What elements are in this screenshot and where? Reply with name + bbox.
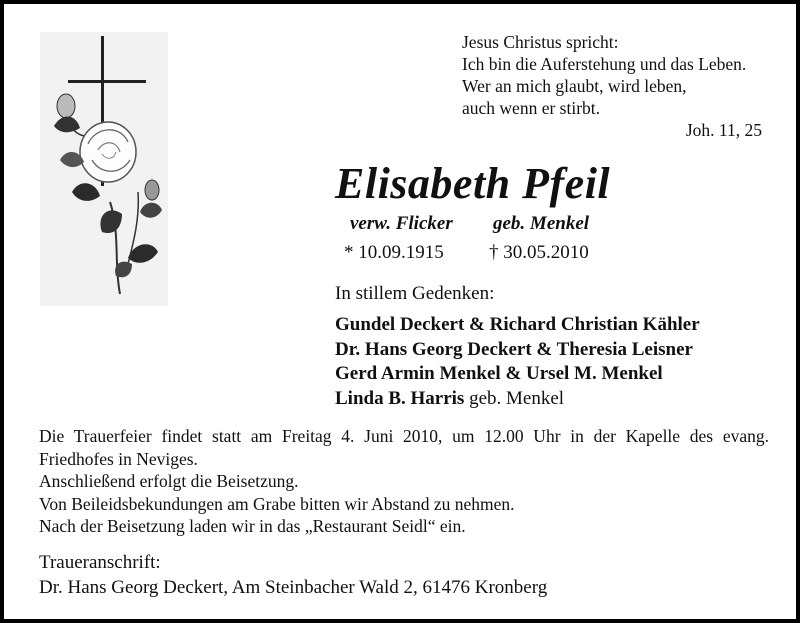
death-date: † 30.05.2010 bbox=[489, 242, 589, 263]
service-line: Von Beileidsbekundungen am Grabe bitten wir Abstand zu nehmen. bbox=[39, 493, 515, 514]
service-line: Anschließend erfolgt die Beisetzung. bbox=[39, 471, 299, 491]
address-heading: Traueranschrift: bbox=[39, 552, 161, 573]
quote-line: Ich bin die Auferstehung und das Leben. bbox=[462, 54, 747, 74]
service-line: Nach der Beisetzung laden wir in das „Restaurant Seidl“ ein. bbox=[39, 516, 466, 536]
quote-line: Jesus Christus spricht: bbox=[462, 32, 619, 52]
service-details bbox=[39, 425, 769, 538]
mourner-name: Gerd Armin Menkel & Ursel M. Menkel bbox=[335, 363, 663, 384]
birth-name: geb. Menkel bbox=[493, 213, 590, 234]
mourner-name: Dr. Hans Georg Deckert & Theresia Leisner bbox=[335, 338, 693, 360]
quote-reference: Joh. 11, 25 bbox=[685, 120, 762, 140]
mourning-address: Dr. Hans Georg Deckert, Am Steinbacher Wald 2, 61476 Kronberg bbox=[39, 577, 548, 598]
service-line: Die Trauerfeier findet statt am Freitag 4. Juni 2010, um 12.00 Uhr in der Kapelle des evang. bbox=[39, 426, 769, 446]
quote-line: auch wenn er stirbt. bbox=[462, 98, 601, 118]
bible-quote bbox=[462, 31, 746, 119]
birth-date: * 10.09.1915 bbox=[344, 242, 444, 263]
mourner-name: Linda B. Harris geb. Menkel bbox=[335, 387, 565, 409]
mourners-intro: In stillem Gedenken: bbox=[335, 283, 495, 304]
deceased-name: Elisabeth Pfeil bbox=[335, 159, 611, 208]
quote-line: Wer an mich glaubt, wird leben, bbox=[462, 76, 687, 96]
service-line: Friedhofes in Neviges. bbox=[39, 448, 198, 469]
cross-with-rose-icon bbox=[40, 32, 168, 306]
mourners-list bbox=[335, 313, 700, 411]
widowed-name: verw. Flicker bbox=[350, 213, 453, 234]
mourner-name: Gundel Deckert & Richard Christian Kähler bbox=[335, 314, 700, 335]
